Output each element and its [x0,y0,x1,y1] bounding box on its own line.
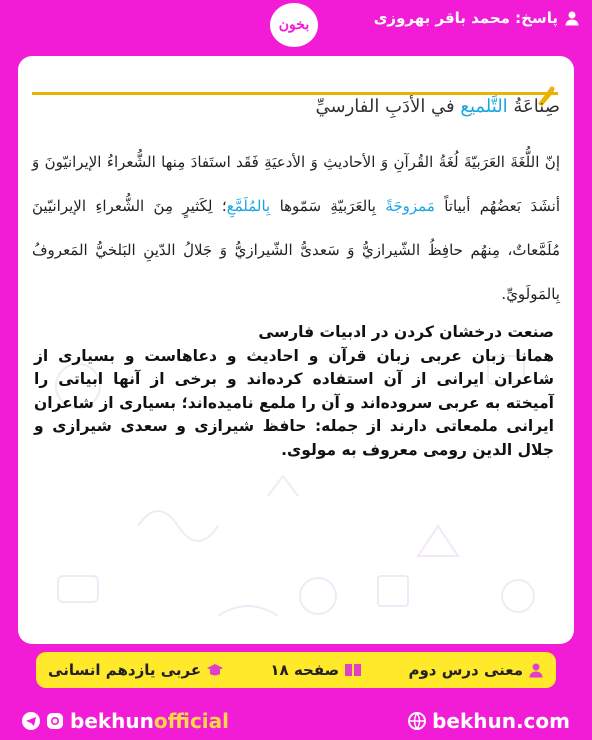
arabic-part-2: بِالعَرَبیّةِ سَمّوها [270,197,386,215]
lesson-title [316,96,560,117]
answerer-text: پاسخ: محمد باقر بهروزی [373,9,558,27]
person-icon [528,662,544,678]
logo-icon [270,3,318,47]
book-item [48,661,224,679]
social-handle[interactable] [22,709,229,733]
title-end: في الأدَبِ الفارسيِّ [315,96,461,117]
website-text[interactable]: bekhun.com [432,709,570,733]
lesson-label: معنی درس دوم [408,661,523,679]
book-label: عربی یازدهم انسانی [48,661,202,679]
content-card [18,56,574,644]
globe-icon [408,712,426,730]
arabic-highlight-2: بِالمُلَمَّعِ [226,197,271,215]
logo-text: بخون [278,17,310,33]
lesson-info-bar [36,652,556,688]
book-icon [344,662,362,678]
social-prefix: bekhun [70,709,154,733]
social-suffix: official [153,709,230,733]
arabic-part-1: إنّ اللُّغَةَ العَرَبیّةَ لُغَةُ القُرآنِ وَ الأحادیثِ وَ الأدعیَةِ فَقَد استَفادَ مِنها الشُّعراءُ الإیرانیّونَ وَ أنشَدَ بَعضُهُم أبیاتاً [32,153,560,215]
lesson-item [408,661,544,679]
arabic-text [32,140,560,316]
arabic-highlight-1: مَمزوجَةً [385,197,435,215]
page-item [270,661,362,679]
answerer-label [374,9,580,27]
footer-bar [0,702,592,740]
instagram-icon[interactable] [46,712,64,730]
title-start: صِناعَةُ [507,96,560,117]
page-label: صفحه ۱۸ [270,661,340,679]
title-highlight: التَّلميع [460,96,508,117]
translation-title: صنعت درخشان کردن در ادبیات فارسی [258,323,554,341]
persian-translation [34,321,554,462]
telegram-icon[interactable] [22,712,40,730]
grad-cap-icon [206,662,224,678]
translation-body: همانا زبان عربی زبان قرآن و احادیث و دعاهاست و بسیاری از شاعران ایرانی از آن استفاده کرده‌اند و برخی از آنها ابیاتی را آمیخته به عربی سروده‌اند و آن را ملمع نامیده‌اند؛ بسیاری از شاعران ایرانی ملمعاتی دارند از جمله: حافظ شیرازی و سعدی شیرازی و جلال الدین رومی معروف به مولوی. [34,346,554,459]
user-icon [564,10,580,26]
arabic-part-3: ؛ لِکَثیرٍ مِنَ الشُّعراءِ الإیرانیّینَ مُلَمَّعاتٌ، مِنهُم حافِظُ الشّیرازيُّ وَ سَعدیُّ الشّیرازيُّ وَ جَلالُ الدّینِ البَلخيُّ المَعروفُ بِالمَولَويِّ. [32,197,560,303]
website-link[interactable] [408,709,570,733]
top-bar [0,0,592,40]
